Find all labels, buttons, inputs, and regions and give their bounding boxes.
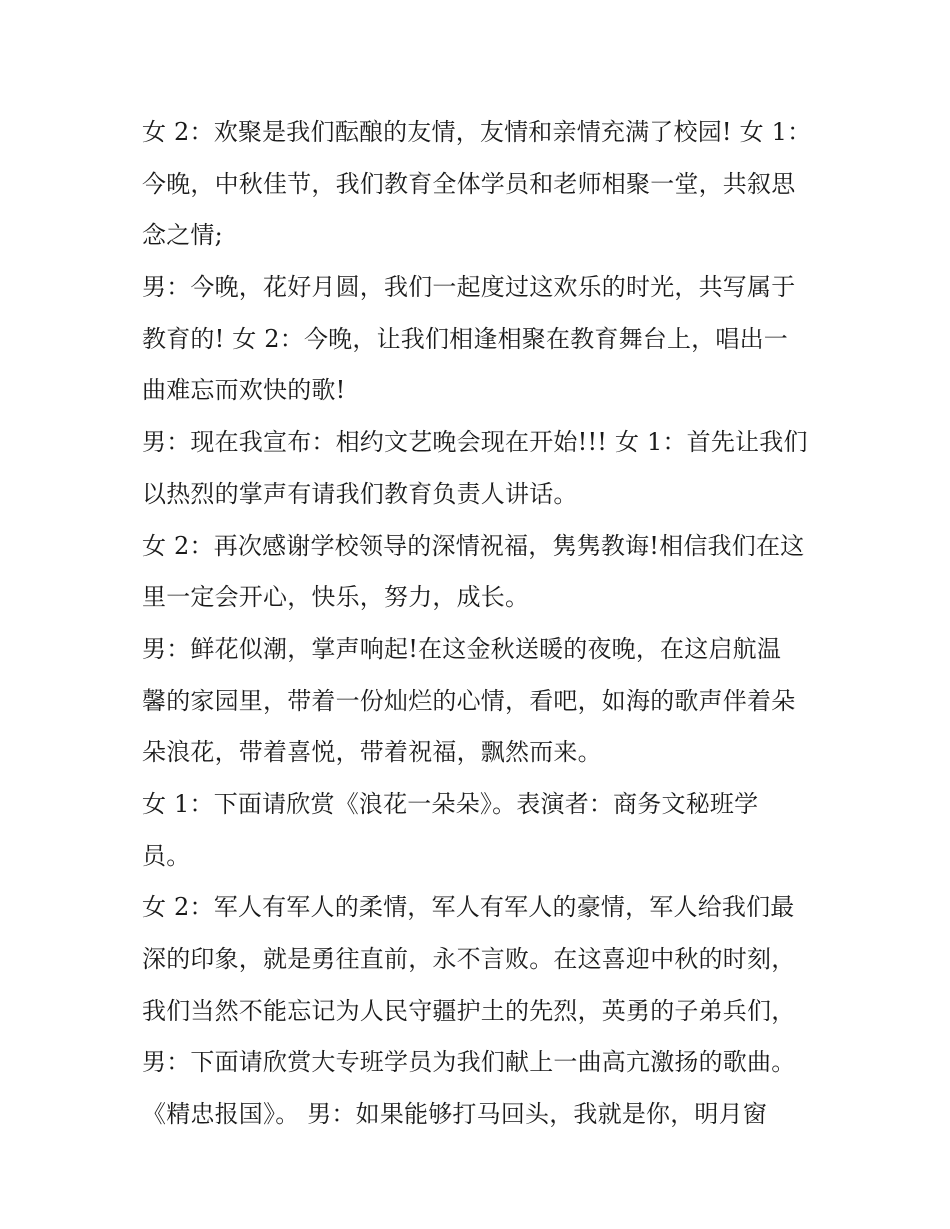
text-line: 教育的! 女 2：今晚，让我们相逢相聚在教育舞台上，唱出一 [142, 324, 788, 353]
text-line: 男：现在我宣布：相约文艺晚会现在开始!!! 女 1：首先让我们 [142, 428, 808, 457]
document-body [142, 107, 814, 1141]
text-line: 员。 [142, 841, 191, 870]
text-line: 深的印象，就是勇往直前，永不言败。在这喜迎中秋的时刻， [142, 945, 796, 973]
text-line: 女 1：下面请欣赏《浪花一朵朵》。表演者：商务文秘班学 [142, 789, 759, 818]
text-line: 里一定会开心，快乐，努力，成长。 [142, 583, 530, 612]
text-line: 我们当然不能忘记为人民守疆护土的先烈，英勇的子弟兵们， [142, 996, 796, 1025]
text-line: 念之情; [142, 221, 223, 250]
text-line: 馨的家园里，带着一份灿烂的心情，看吧，如海的歌声伴着朵 [142, 686, 796, 715]
text-line: 曲难忘而欢快的歌! [142, 376, 346, 405]
text-line: 男：今晚，花好月圆，我们一起度过这欢乐的时光，共写属于 [142, 273, 796, 302]
text-line: 以热烈的掌声有请我们教育负责人讲话。 [142, 479, 578, 508]
text-line: 男：鲜花似潮，掌声响起!在这金秋送暖的夜晚，在这启航温 [142, 634, 782, 663]
text-line: 朵浪花，带着喜悦，带着祝福，飘然而来。 [142, 738, 602, 767]
text-line: 女 2：再次感谢学校领导的深情祝福，隽隽教诲!相信我们在这 [142, 531, 805, 560]
text-line: 今晚，中秋佳节，我们教育全体学员和老师相聚一堂，共叙思 [142, 169, 796, 198]
text-line: 《精忠报国》。 男：如果能够打马回头，我就是你，明月窗 [142, 1100, 768, 1129]
text-line: 男：下面请欣赏大专班学员为我们献上一曲高亢激扬的歌曲。 [142, 1048, 796, 1077]
text-line: 女 2：欢聚是我们酝酿的友情，友情和亲情充满了校园! 女 1： [142, 118, 812, 146]
text-line: 女 2：军人有军人的柔情，军人有军人的豪情，军人给我们最 [142, 893, 795, 922]
